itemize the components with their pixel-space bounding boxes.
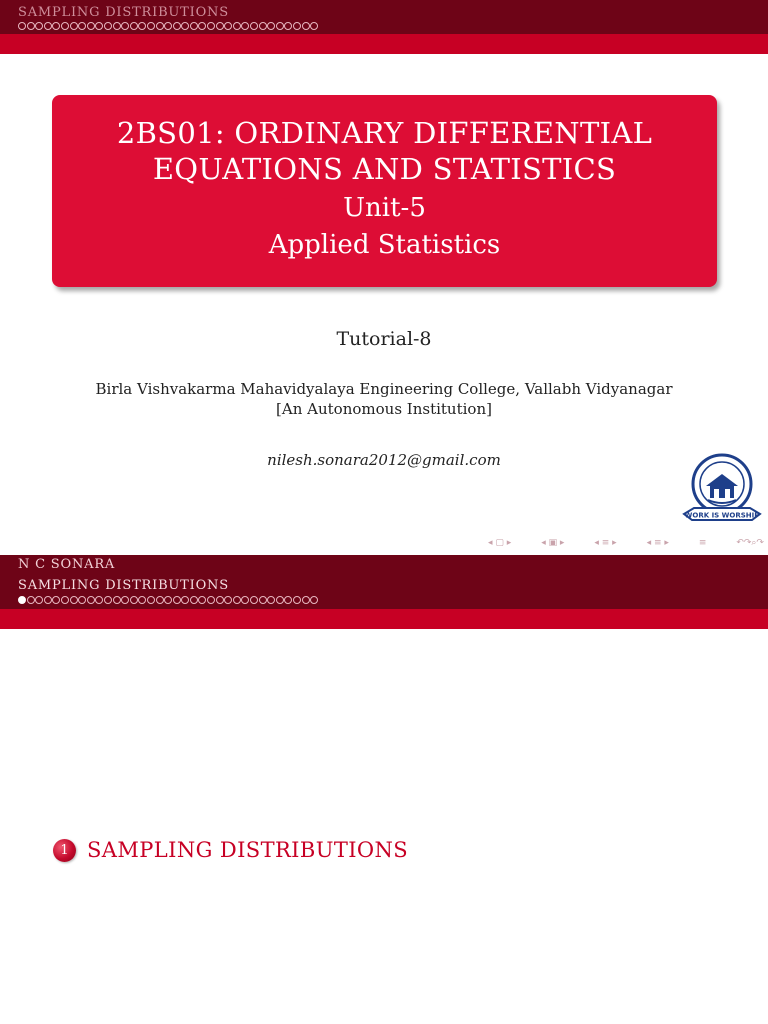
nav-subsection-icon[interactable]: ◂ ≡ ▸: [594, 538, 617, 548]
frame-dot[interactable]: [224, 596, 232, 604]
institute-note: [An Autonomous Institution]: [276, 400, 492, 418]
outline-slide: [0, 555, 768, 1024]
frame-dot[interactable]: [61, 22, 69, 30]
toc-item[interactable]: [53, 838, 408, 862]
unit-title: Unit-5: [343, 193, 426, 223]
frame-dot[interactable]: [216, 596, 224, 604]
frame-dot[interactable]: [233, 596, 241, 604]
section-title: SAMPLING DISTRIBUTIONS: [18, 5, 229, 20]
frame-dot[interactable]: [190, 596, 198, 604]
frame-dot[interactable]: [241, 596, 249, 604]
frame-dot[interactable]: [207, 596, 215, 604]
title-block: [52, 95, 717, 287]
beamer-navigation-bar: [488, 537, 764, 549]
frame-dot[interactable]: [310, 596, 318, 604]
frame-dot[interactable]: [164, 596, 172, 604]
frame-dot[interactable]: [164, 22, 172, 30]
slide-header: [0, 574, 768, 609]
nav-search-icon[interactable]: ↶↷⌕↷: [736, 538, 764, 548]
frame-dot[interactable]: [250, 596, 258, 604]
frame-dot[interactable]: [267, 22, 275, 30]
frame-dot[interactable]: [70, 22, 78, 30]
frame-dot[interactable]: [87, 22, 95, 30]
frame-dot[interactable]: [267, 596, 275, 604]
frame-dot[interactable]: [95, 596, 103, 604]
logo-motto: WORK IS WORSHIP: [684, 511, 760, 520]
frame-dot[interactable]: [138, 22, 146, 30]
frame-dot[interactable]: [173, 596, 181, 604]
frame-dot[interactable]: [113, 22, 121, 30]
frame-dot[interactable]: [44, 22, 52, 30]
frame-dot[interactable]: [284, 22, 292, 30]
frame-dot[interactable]: [198, 22, 206, 30]
frame-dot[interactable]: [216, 22, 224, 30]
header-subbar: [0, 34, 768, 54]
frame-dot[interactable]: [113, 596, 121, 604]
nav-section-icon[interactable]: ◂ ≡ ▸: [646, 538, 669, 548]
frame-dot[interactable]: [130, 596, 138, 604]
author-bar: [0, 555, 768, 574]
frame-dot[interactable]: [130, 22, 138, 30]
frame-dot[interactable]: [190, 22, 198, 30]
frame-dot[interactable]: [104, 22, 112, 30]
frame-dot[interactable]: [95, 22, 103, 30]
frame-dot[interactable]: [27, 22, 35, 30]
frame-dot[interactable]: [173, 22, 181, 30]
header-subbar: [0, 609, 768, 629]
frame-dot[interactable]: [61, 596, 69, 604]
college-emblem-icon: [680, 452, 764, 532]
frame-dot[interactable]: [224, 22, 232, 30]
institute-name: Birla Vishvakarma Mahavidyalaya Engineering College, Vallabh Vidyanagar: [95, 380, 673, 398]
unit-subtitle: Applied Statistics: [268, 230, 501, 260]
frame-dot[interactable]: [207, 22, 215, 30]
course-title-line-2: EQUATIONS AND STATISTICS: [152, 152, 617, 186]
frame-dot[interactable]: [35, 22, 43, 30]
frame-dot[interactable]: [121, 22, 129, 30]
frame-dot[interactable]: [156, 22, 164, 30]
frame-dot[interactable]: [35, 596, 43, 604]
frame-dot[interactable]: [259, 22, 267, 30]
frame-dot[interactable]: [27, 596, 35, 604]
author-name: N C SONARA: [18, 557, 116, 572]
frame-dot[interactable]: [138, 596, 146, 604]
frame-dot[interactable]: [18, 22, 26, 30]
frame-dot[interactable]: [18, 596, 26, 604]
toc-number-ball: 1: [53, 839, 76, 862]
tutorial-label: Tutorial-8: [336, 328, 432, 350]
frame-dot[interactable]: [70, 596, 78, 604]
frame-dot[interactable]: [147, 22, 155, 30]
section-title: SAMPLING DISTRIBUTIONS: [18, 578, 229, 593]
frame-dot[interactable]: [121, 596, 129, 604]
slide-header: [0, 0, 768, 34]
frame-dot[interactable]: [52, 22, 60, 30]
frame-dot[interactable]: [302, 596, 310, 604]
nav-frame-icon[interactable]: ◂ ▣ ▸: [541, 538, 565, 548]
frame-dot[interactable]: [276, 22, 284, 30]
frame-dot[interactable]: [259, 596, 267, 604]
frame-dot[interactable]: [44, 596, 52, 604]
frame-dot[interactable]: [198, 596, 206, 604]
author-email[interactable]: nilesh.sonara2012@gmail.com: [267, 451, 501, 469]
frame-progress-dots: [18, 596, 319, 604]
frame-dot[interactable]: [250, 22, 258, 30]
course-title-line-1: 2BS01: ORDINARY DIFFERENTIAL: [116, 116, 653, 150]
frame-dot[interactable]: [284, 596, 292, 604]
frame-dot[interactable]: [302, 22, 310, 30]
frame-dot[interactable]: [241, 22, 249, 30]
frame-dot[interactable]: [233, 22, 241, 30]
frame-dot[interactable]: [52, 596, 60, 604]
nav-frame-prev-icon[interactable]: ◂ ▢ ▸: [488, 538, 512, 548]
frame-dot[interactable]: [293, 22, 301, 30]
toc-label: SAMPLING DISTRIBUTIONS: [87, 838, 409, 862]
frame-dot[interactable]: [276, 596, 284, 604]
frame-dot[interactable]: [181, 596, 189, 604]
frame-progress-dots: [18, 22, 319, 30]
frame-dot[interactable]: [104, 596, 112, 604]
frame-dot[interactable]: [78, 596, 86, 604]
frame-dot[interactable]: [147, 596, 155, 604]
frame-dot[interactable]: [87, 596, 95, 604]
nav-align-icon[interactable]: ≡: [698, 538, 707, 548]
frame-dot[interactable]: [78, 22, 86, 30]
frame-dot[interactable]: [293, 596, 301, 604]
frame-dot[interactable]: [181, 22, 189, 30]
frame-dot[interactable]: [310, 22, 318, 30]
frame-dot[interactable]: [156, 596, 164, 604]
